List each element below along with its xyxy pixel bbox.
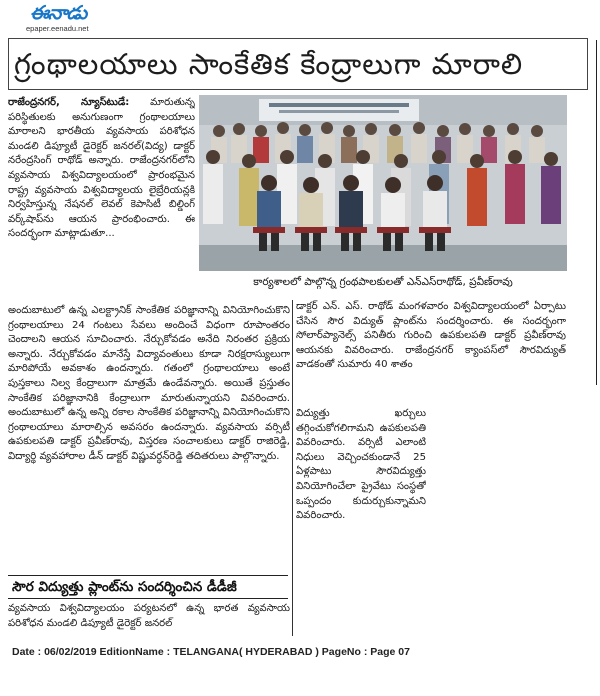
article-headline: గ్రంథాలయాలు సాంకేతిక కేంద్రాలుగా మారాలి [14,47,524,81]
article-body-right-narrow: విద్యుత్తు ఖర్చులు తగ్గించుకోగలిగామని ఉపకులపతి వివరించారు. వర్సిటీ ఎలాంటి నిధులు వెచ్చించకుండానే 25 ఏళ్లపాటు సౌరవిద్యుత్తు వినియోగించేలా ప్రైవేటు సంస్థతో ఒప్పందం కుదుర్చుకున్నామని వివరించారు. [296,408,426,522]
edition-footer: Date : 06/02/2019 EditionName : TELANGANA( HYDERABAD ) PageNo : Page 07 [12,646,410,658]
logo-url: epaper.eenadu.net [26,24,89,33]
article-subheadline: సౌర విద్యుత్తు ప్లాంట్‌ను సందర్శించిన డీడీజీ [12,579,237,595]
article-lead [8,96,195,242]
article-body-right: డాక్టర్ ఎన్. ఎస్. రాథోడ్ మంగళవారం విశ్వవిద్యాలయంలో ఏర్పాటు చేసిన సౌర విద్యుత్ ప్లాంట్‌ను సందర్శించారు. ఈ సందర్భంగా సోలార్‌ప్యానెల్స్ పనితీరు గురించి ఉపకులపతి డాక్టర్ ప్రవీణ్‌రావు ఆయనకు వివరించారు. రాజేంద్రనగర్ క్యాంపస్‌లో సౌరవిద్యుత్ వాడకంతో సుమారు 40 శాతం [296,301,566,371]
column-divider [292,300,293,636]
lead-text: మారుతున్న పరిస్థితులకు అనుగుణంగా గ్రంథాలయాలు మారాలని భారతీయ వ్యవసాయ పరిశోధన మండలి డిప్యూటీ డైరెక్టర్ జనరల్(విద్య) డాక్టర్ నరేంద్రసింగ్ రాథోడ్ అన్నారు. రాజేంద్రనగర్‌లోని వ్యవసాయ విశ్వవిద్యాలయంలో ప్రారంభమైన రాష్ట్ర వ్యవసాయ విశ్వవిద్యాలయ లైబ్రేరియన్లకి నిర్వహిస్తున్న నేషనల్ లెవల్ కెపాసిటీ బిల్డింగ్ వర్క్‌షాప్‌ను ఆయన ప్రారంభించారు. ఈ సందర్భంగా మాట్లాడుతూ... [8,97,195,240]
photo-caption: కార్యశాలలో పాల్గొన్న గ్రంథపాలకులతో ఎన్‌ఎస్‌రాథోడ్, ప్రవీణ్‌రావు [253,276,513,288]
logo-text: ఈనాడు [30,2,87,24]
article-body-main: అందుబాటులో ఉన్న ఎలక్ట్రానిక్ సాంకేతిక పరిజ్ఞానాన్ని వినియోగించుకొని గ్రంథాలయాలు 24 గంటలు సేవలు అందించే విధంగా రూపాంతరం చెందాలని ఆయన సూచించారు. నేర్చుకోవడం అనేది నిరంతర ప్రక్రియ అన్నారు. నేర్చుకోవడం మానేస్తే విద్యావంతులు కూడా నిరక్షరాస్యులుగా మారిపోయే అవకాశం ఉందన్నారు. గతంలో గ్రంథాలయాలు అంటే పుస్తకాలు నిల్వ కేంద్రాలుగా మాత్రమే ఉండేవన్నారు. అయితే ప్రస్తుతం సాంకేతిక పరిజ్ఞానానికి కేంద్రాలుగా మారుతున్నాయని వివరించారు. అందుబాటులో ఉన్న అన్ని రకాల సాంకేతిక పరిజ్ఞానాన్ని వినియోగించుకొని గ్రంథాలయాలు మారాల్సిన అవసరం ఉందన్నారు. వ్యవసాయ వర్సిటీ ఉపకులపతి డాక్టర్ ప్రవీణ్‌రావు, విస్తరణ సంచాలకులు డాక్టర్ రాజిరెడ్డి, విద్యార్థి వ్యవహారాల డీన్ డాక్టర్ విష్ణువర్ధన్‌రెడ్డి తదితరులు పాల్గొన్నారు. [8,305,290,462]
article-body-bottom: వ్యవసాయ విశ్వవిద్యాలయం పర్యటనలో ఉన్న భారత వ్యవసాయ పరిశోధన మండలి డిప్యూటీ డైరెక్టర్ జనరల్ [8,603,290,629]
right-margin-rule [596,40,597,385]
dateline: రాజేంద్రనగర్, న్యూస్‌టుడే: [8,97,130,108]
newspaper-logo [14,2,89,33]
group-photo [199,95,567,271]
